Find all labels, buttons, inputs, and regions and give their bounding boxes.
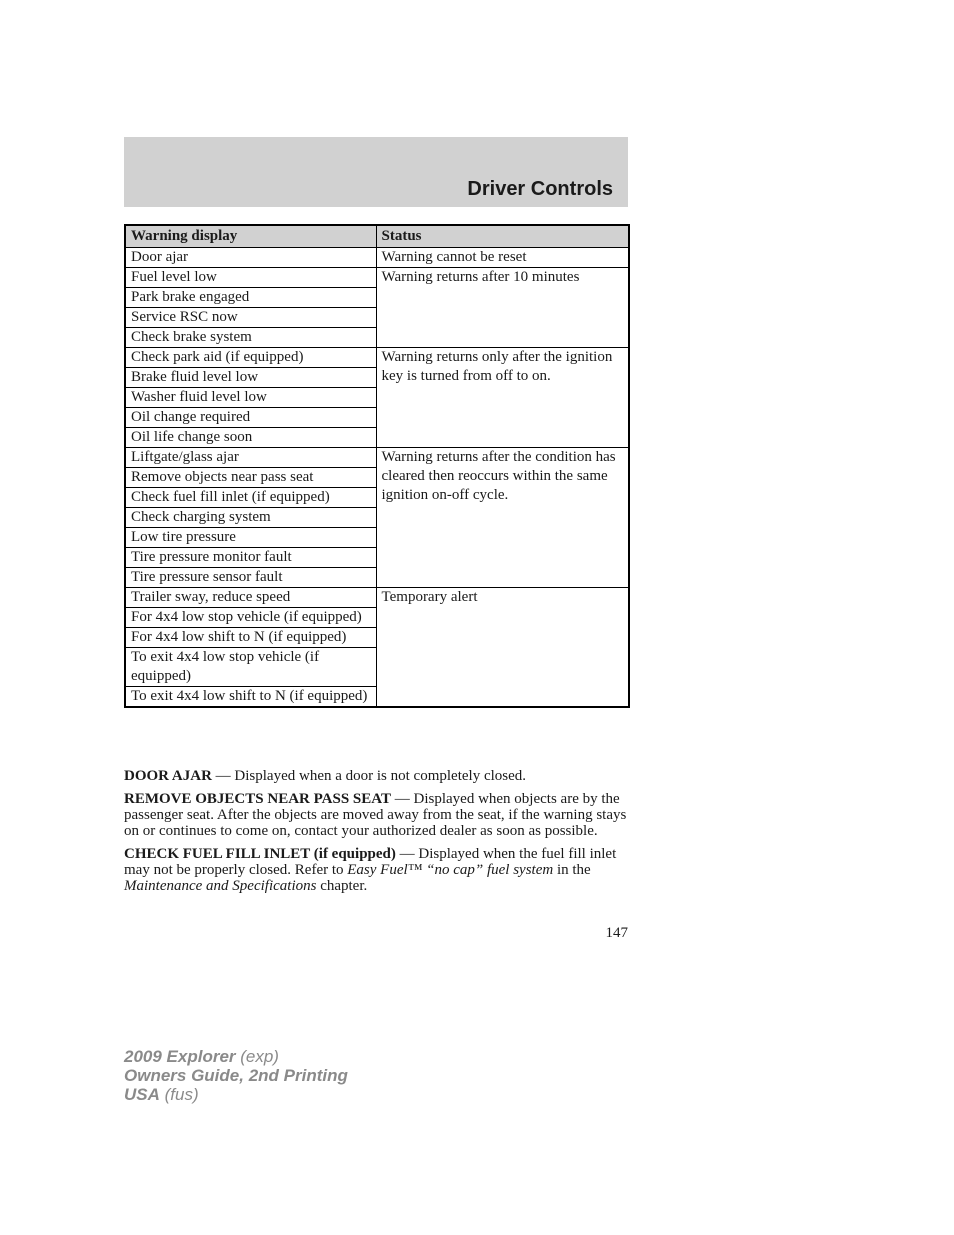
- table-row: [125, 248, 629, 268]
- footer-region: USA: [124, 1085, 160, 1104]
- warning-display-cell: For 4x4 low shift to N (if equipped): [125, 628, 376, 648]
- warning-display-cell: Liftgate/glass ajar: [125, 448, 376, 468]
- warning-display-cell: Check fuel fill inlet (if equipped): [125, 488, 376, 508]
- status-cell: Warning cannot be reset: [376, 248, 629, 268]
- table-row: [125, 588, 629, 608]
- warning-display-cell: Fuel level low: [125, 268, 376, 288]
- column-header-status: Status: [376, 225, 629, 248]
- warning-display-cell: Tire pressure monitor fault: [125, 548, 376, 568]
- status-cell: Warning returns only after the ignition key is turned from off to on.: [376, 348, 629, 448]
- warning-display-cell: Remove objects near pass seat: [125, 468, 376, 488]
- warning-display-cell: Tire pressure sensor fault: [125, 568, 376, 588]
- desc-remove-objects: — Displayed when objects are by the passenger seat. After the objects are moved away from the seat, if the warning stays on or continues to come on, contact your authorized dealer as soon as possible.: [124, 791, 627, 839]
- warning-display-cell: Door ajar: [125, 248, 376, 268]
- footer-model-code: (exp): [235, 1047, 279, 1066]
- footer-model: 2009 Explorer: [124, 1047, 236, 1066]
- term-remove-objects: REMOVE OBJECTS NEAR PASS SEAT: [124, 791, 391, 807]
- warning-display-cell: To exit 4x4 low stop vehicle (if equipped): [125, 648, 376, 687]
- status-cell: Warning returns after the condition has cleared then reoccurs within the same ignition on-off cycle.: [376, 448, 629, 588]
- table-header-row: [125, 225, 629, 248]
- warning-display-cell: Service RSC now: [125, 308, 376, 328]
- warning-display-cell: Oil change required: [125, 408, 376, 428]
- table-body: [125, 248, 629, 708]
- footer-line-2: Owners Guide, 2nd Printing: [124, 1066, 348, 1085]
- footer-line-1: [124, 1047, 348, 1066]
- table-row: [125, 348, 629, 368]
- desc-door-ajar: — Displayed when a door is not completely closed.: [211, 768, 527, 784]
- warning-display-cell: Washer fluid level low: [125, 388, 376, 408]
- document-footer: [124, 1047, 348, 1104]
- page-number: 147: [605, 925, 628, 941]
- table-row: [125, 448, 629, 468]
- table-row: [125, 268, 629, 288]
- desc-check-fuel-fill-3: chapter.: [316, 878, 368, 894]
- section-title: Driver Controls: [467, 178, 613, 200]
- term-door-ajar: DOOR AJAR: [124, 768, 212, 784]
- paragraph-check-fuel-fill: [124, 846, 628, 894]
- reference-maintenance-chapter: Maintenance and Specifications: [124, 878, 317, 894]
- warning-display-cell: Check park aid (if equipped): [125, 348, 376, 368]
- footer-line-3: [124, 1085, 348, 1104]
- paragraph-door-ajar: [124, 768, 628, 784]
- warning-table: [124, 224, 630, 708]
- reference-easy-fuel: Easy Fuel™ “no cap” fuel system: [347, 862, 554, 878]
- status-cell: Warning returns after 10 minutes: [376, 268, 629, 348]
- warning-display-cell: To exit 4x4 low shift to N (if equipped): [125, 687, 376, 708]
- warning-display-cell: Check charging system: [125, 508, 376, 528]
- desc-check-fuel-fill-1: — Displayed when the fuel fill inlet may not be properly closed. Refer to: [124, 846, 617, 878]
- warning-display-cell: Check brake system: [125, 328, 376, 348]
- warning-display-cell: Oil life change soon: [125, 428, 376, 448]
- section-header: [124, 137, 628, 207]
- warning-display-cell: Park brake engaged: [125, 288, 376, 308]
- body-text: [124, 768, 628, 901]
- warning-display-cell: Low tire pressure: [125, 528, 376, 548]
- column-header-warning: Warning display: [125, 225, 376, 248]
- status-cell: Temporary alert: [376, 588, 629, 708]
- warning-display-cell: Brake fluid level low: [125, 368, 376, 388]
- desc-check-fuel-fill-2: in the: [553, 862, 591, 878]
- footer-region-code: (fus): [159, 1085, 199, 1104]
- term-check-fuel-fill: CHECK FUEL FILL INLET (if equipped): [124, 846, 396, 862]
- warning-display-cell: Trailer sway, reduce speed: [125, 588, 376, 608]
- warning-display-cell: For 4x4 low stop vehicle (if equipped): [125, 608, 376, 628]
- paragraph-remove-objects: [124, 791, 628, 839]
